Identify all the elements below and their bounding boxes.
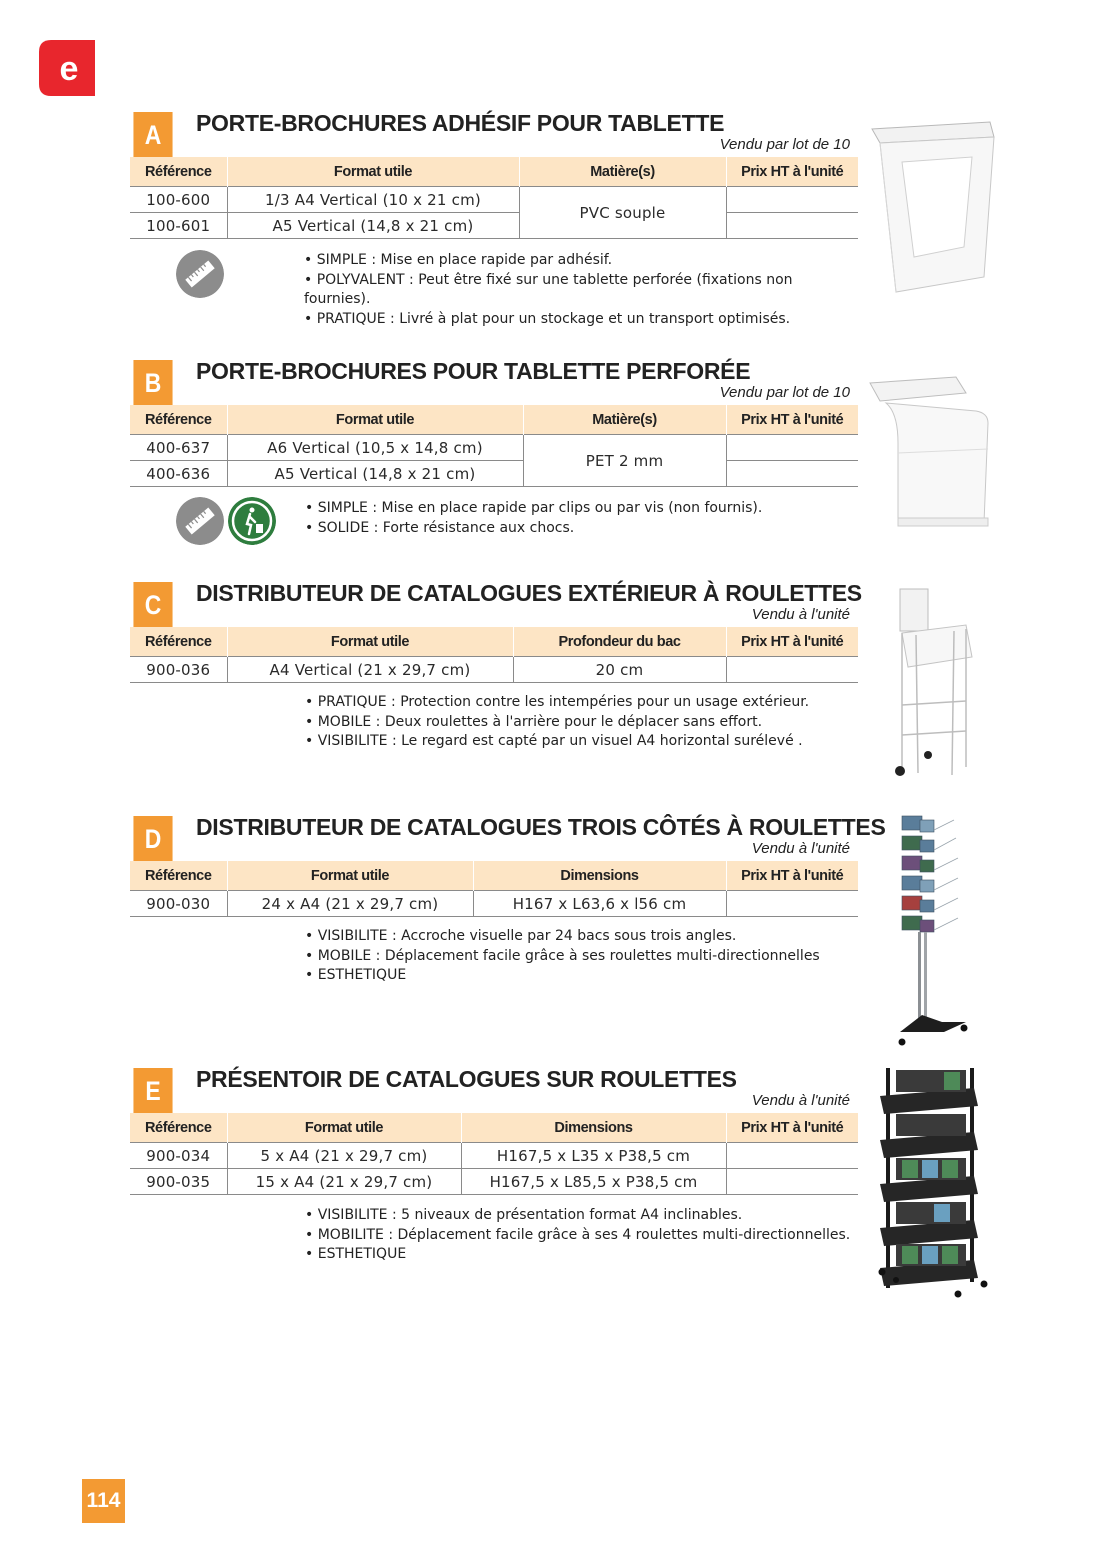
ruler-icon	[176, 250, 224, 298]
table-header-row	[130, 157, 858, 187]
table-header-row	[130, 405, 858, 435]
cell-dimensions: H167 x L63,6 x l56 cm	[473, 891, 726, 917]
header-format: Format utile	[227, 405, 523, 435]
section-letter: D	[133, 816, 172, 862]
product-image-b	[866, 373, 996, 533]
header-reference: Référence	[130, 157, 227, 187]
feature-item: • VISIBILITE : Accroche visuelle par 24 bacs sous trois angles.	[305, 927, 820, 947]
table-row	[130, 435, 858, 461]
product-table	[130, 861, 858, 917]
cell-depth: 20 cm	[513, 657, 726, 683]
section-letter: A	[133, 112, 172, 158]
sold-by: Vendu par lot de 10	[719, 136, 850, 153]
feature-item: • PRATIQUE : Livré à plat pour un stockage et un transport optimisés.	[304, 310, 858, 330]
table-header-row	[130, 861, 858, 891]
header-format: Format utile	[227, 157, 519, 187]
header-material: Matière(s)	[523, 405, 726, 435]
cell-format: A4 Vertical (21 x 29,7 cm)	[227, 657, 513, 683]
header-price: Prix HT à l'unité	[726, 861, 858, 891]
header-price: Prix HT à l'unité	[726, 627, 858, 657]
feature-item: • MOBILE : Déplacement facile grâce à ses roulettes multi-directionnelles	[305, 947, 820, 967]
header-reference: Référence	[130, 627, 227, 657]
header-dimensions: Dimensions	[461, 1113, 726, 1143]
table-row	[130, 461, 858, 487]
cell-price	[726, 213, 858, 239]
section-title: PORTE-BROCHURES ADHÉSIF POUR TABLETTE	[196, 110, 725, 136]
section-title: PORTE-BROCHURES POUR TABLETTE PERFORÉE	[196, 358, 751, 384]
table-row	[130, 1143, 858, 1169]
cell-reference: 900-035	[130, 1169, 227, 1195]
feature-item: • POLYVALENT : Peut être fixé sur une tablette perforée (fixations non fournies).	[304, 271, 858, 310]
header-dimensions: Dimensions	[473, 861, 726, 891]
table-header-row	[130, 627, 858, 657]
cell-price	[726, 461, 858, 487]
product-table	[130, 405, 858, 487]
cell-reference: 400-637	[130, 435, 227, 461]
feature-list	[305, 693, 809, 752]
cell-reference: 100-600	[130, 187, 227, 213]
feature-item: • VISIBILITE : Le regard est capté par un visuel A4 horizontal surélevé .	[305, 732, 809, 752]
cell-reference: 900-034	[130, 1143, 227, 1169]
feature-item: • MOBILE : Deux roulettes à l'arrière pour le déplacer sans effort.	[305, 713, 809, 733]
cell-format: A6 Vertical (10,5 x 14,8 cm)	[227, 435, 523, 461]
product-table	[130, 157, 858, 239]
product-table	[130, 1113, 858, 1195]
cell-material: PET 2 mm	[523, 435, 726, 487]
cell-dimensions: H167,5 x L85,5 x P38,5 cm	[461, 1169, 726, 1195]
cell-reference: 900-036	[130, 657, 227, 683]
cell-reference: 100-601	[130, 213, 227, 239]
feature-list	[305, 1206, 850, 1265]
sold-by: Vendu à l'unité	[751, 840, 850, 857]
table-row	[130, 213, 858, 239]
feature-list	[305, 499, 762, 538]
sold-by: Vendu par lot de 10	[719, 384, 850, 401]
header-reference: Référence	[130, 1113, 227, 1143]
feature-item: • MOBILITE : Déplacement facile grâce à ses 4 roulettes multi-directionnelles.	[305, 1226, 850, 1246]
cell-dimensions: H167,5 x L35 x P38,5 cm	[461, 1143, 726, 1169]
sold-by: Vendu à l'unité	[751, 606, 850, 623]
product-image-e	[874, 1062, 994, 1302]
cell-price	[726, 1169, 858, 1195]
feature-item: • SOLIDE : Forte résistance aux chocs.	[305, 519, 762, 539]
header-price: Prix HT à l'unité	[726, 157, 858, 187]
feature-item: • SIMPLE : Mise en place rapide par clips ou par vis (non fournis).	[305, 499, 762, 519]
cell-format: 15 x A4 (21 x 29,7 cm)	[227, 1169, 461, 1195]
header-price: Prix HT à l'unité	[726, 405, 858, 435]
cell-format: A5 Vertical (14,8 x 21 cm)	[227, 213, 519, 239]
cell-material: PVC souple	[519, 187, 726, 239]
feature-list	[305, 927, 820, 986]
cell-price	[726, 187, 858, 213]
cell-reference: 900-030	[130, 891, 227, 917]
logo-letter: e	[59, 50, 79, 88]
page-number: 114	[82, 1479, 125, 1523]
table-row	[130, 187, 858, 213]
feature-item: • SIMPLE : Mise en place rapide par adhésif.	[304, 251, 858, 271]
header-reference: Référence	[130, 405, 227, 435]
header-format: Format utile	[227, 627, 513, 657]
table-header-row	[130, 1113, 858, 1143]
cell-format: 24 x A4 (21 x 29,7 cm)	[227, 891, 473, 917]
product-image-a	[862, 117, 1002, 297]
table-row	[130, 891, 858, 917]
ruler-icon	[176, 497, 224, 545]
header-reference: Référence	[130, 861, 227, 891]
feature-item: • PRATIQUE : Protection contre les intempéries pour un usage extérieur.	[305, 693, 809, 713]
cell-price	[726, 1143, 858, 1169]
header-material: Matière(s)	[519, 157, 726, 187]
cell-reference: 400-636	[130, 461, 227, 487]
section-title: PRÉSENTOIR DE CATALOGUES SUR ROULETTES	[196, 1066, 737, 1092]
feature-item: • ESTHETIQUE	[305, 1245, 850, 1265]
cell-format: A5 Vertical (14,8 x 21 cm)	[227, 461, 523, 487]
sold-by: Vendu à l'unité	[751, 1092, 850, 1109]
cell-price	[726, 891, 858, 917]
product-table	[130, 627, 858, 683]
brand-logo	[39, 40, 95, 96]
cell-format: 5 x A4 (21 x 29,7 cm)	[227, 1143, 461, 1169]
section-title: DISTRIBUTEUR DE CATALOGUES TROIS CÔTÉS À ROULETTES	[196, 814, 886, 840]
product-image-c	[888, 585, 978, 785]
cell-price	[726, 435, 858, 461]
header-price: Prix HT à l'unité	[726, 1113, 858, 1143]
section-letter: B	[133, 360, 172, 406]
feature-list	[304, 251, 858, 329]
header-depth: Profondeur du bac	[513, 627, 726, 657]
feature-item: • ESTHETIQUE	[305, 966, 820, 986]
table-row	[130, 1169, 858, 1195]
cell-price	[726, 657, 858, 683]
table-row	[130, 657, 858, 683]
header-format: Format utile	[227, 861, 473, 891]
header-format: Format utile	[227, 1113, 461, 1143]
product-image-d	[882, 810, 982, 1050]
cell-format: 1/3 A4 Vertical (10 x 21 cm)	[227, 187, 519, 213]
section-title: DISTRIBUTEUR DE CATALOGUES EXTÉRIEUR À ROULETTES	[196, 580, 862, 606]
recycle-icon	[228, 497, 276, 545]
section-letter: C	[133, 582, 172, 628]
feature-item: • VISIBILITE : 5 niveaux de présentation format A4 inclinables.	[305, 1206, 850, 1226]
section-letter: E	[133, 1068, 172, 1114]
